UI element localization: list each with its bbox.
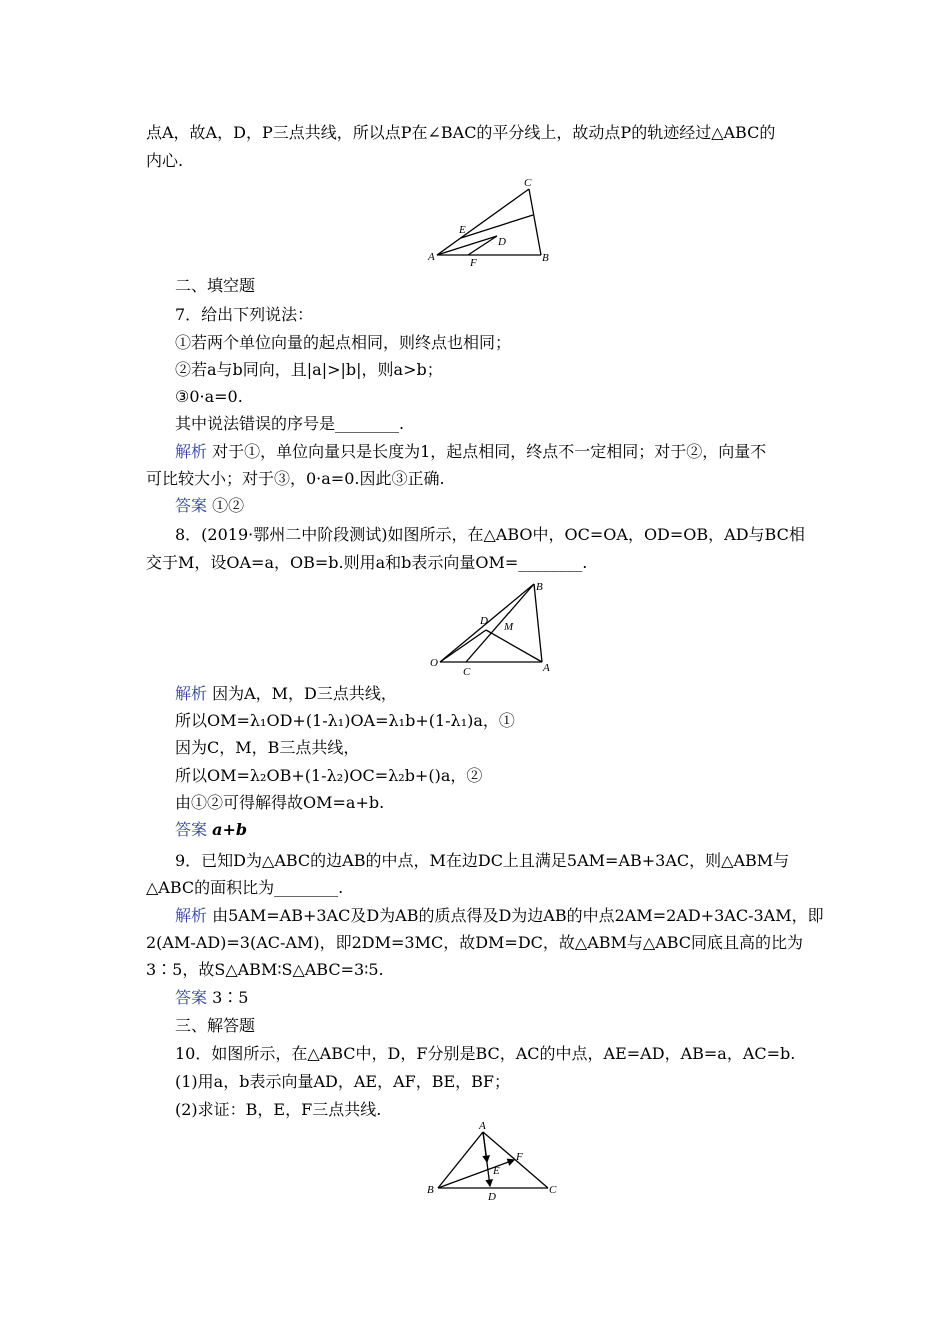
text-line: 2(AM-AD)=3(AC-AM)，即2DM=3MC，故DM=DC，故△ABM与△ABC同底且高的比为 [146, 933, 804, 952]
text-line: ①若两个单位向量的起点相同，则终点也相同； [175, 333, 512, 352]
answer-text: ①② [212, 496, 245, 515]
text-line: ②若a与b同向，且|a|>|b|，则a>b； [175, 360, 443, 379]
analysis-line [175, 905, 824, 927]
text-line: ③0·a=0. [175, 387, 243, 406]
section-heading: 二、填空题 [175, 276, 256, 295]
text-line: 交于M，设OA=a，OB=b.则用a和b表示向量OM=________. [146, 553, 588, 572]
analysis-line [175, 683, 397, 705]
analysis-label: 解析 [175, 442, 208, 461]
text-line: (2)求证：B，E，F三点共线. [175, 1100, 382, 1119]
text-line: 可比较大小；对于③，0·a=0.因此③正确. [146, 469, 445, 488]
label-B: B [427, 1184, 434, 1196]
label-C: C [463, 666, 471, 678]
label-B: B [536, 581, 543, 593]
text-line: 10．如图所示，在△ABC中，D，F分别是BC，AC的中点，AE=AD，AB=a，AC=b. [175, 1044, 796, 1063]
answer-line [175, 819, 247, 841]
answer-label: 答案 [175, 988, 208, 1007]
text-line: (1)用a，b表示向量AD，AE，AF，BE，BF； [175, 1072, 511, 1091]
label-D: D [498, 236, 506, 248]
text-line: 其中说法错误的序号是________. [175, 414, 405, 433]
text-line: 9．已知D为△ABC的边AB的中点，M在边DC上且满足5AM=AB+3AC，则△ABM与 [175, 851, 790, 870]
text-line: 所以OM=λ₁OD+(1-λ₁)OA=λ₁b+(1-λ₁)a，① [175, 711, 515, 730]
label-C: C [549, 1184, 557, 1196]
text-line: 因为C，M，B三点共线， [175, 738, 360, 757]
answer-text: 3∶5 [212, 988, 249, 1007]
label-E: E [459, 224, 466, 236]
answer-line [175, 987, 248, 1009]
analysis-text: 因为A，M，D三点共线， [212, 684, 397, 703]
label-M: M [504, 621, 514, 633]
label-F: F [470, 257, 477, 267]
label-D: D [480, 615, 488, 627]
label-A: A [479, 1120, 486, 1132]
label-F: F [516, 1151, 523, 1163]
answer-text: a+b [212, 820, 248, 839]
triangle-figure-3 [420, 1120, 565, 1205]
label-A: A [543, 662, 550, 674]
label-O: O [430, 657, 438, 669]
section-heading: 三、解答题 [175, 1016, 256, 1035]
analysis-label: 解析 [175, 906, 208, 925]
analysis-text: 对于①，单位向量只是长度为1，起点相同，终点不一定相同；对于②，向量不 [212, 442, 767, 461]
text-line: 点A，故A，D，P三点共线，所以点P在∠BAC的平分线上，故动点P的轨迹经过△ABC的 [146, 123, 776, 142]
text-line: 8．(2019·鄂州二中阶段测试)如图所示，在△ABO中，OC=OA，OD=OB，AD与BC相 [175, 525, 805, 544]
answer-label: 答案 [175, 496, 208, 515]
triangle-figure-2 [428, 578, 563, 680]
text-line: 所以OM=λ₂OB+(1-λ₂)OC=λ₂b+()a，② [175, 766, 483, 785]
text-line: △ABC的面积比为________. [146, 878, 344, 897]
text-line: 内心. [146, 151, 184, 170]
label-C: C [524, 177, 532, 189]
label-A: A [428, 251, 435, 263]
triangle-figure-1 [425, 175, 555, 267]
label-E: E [493, 1165, 500, 1177]
text-line: 7．给出下列说法： [175, 305, 314, 324]
answer-label: 答案 [175, 820, 208, 839]
analysis-label: 解析 [175, 684, 208, 703]
label-D: D [488, 1191, 496, 1203]
text-line: 由①②可得解得故OM=a+b. [175, 793, 385, 812]
text-line: 3∶5，故S△ABM∶S△ABC=3∶5. [146, 960, 384, 979]
label-B: B [542, 252, 549, 264]
analysis-text: 由5AM=AB+3AC及D为AB的质点得及D为边AB的中点2AM=2AD+3AC-3AM，即 [212, 906, 824, 925]
answer-line [175, 495, 244, 517]
analysis-line [175, 441, 766, 463]
